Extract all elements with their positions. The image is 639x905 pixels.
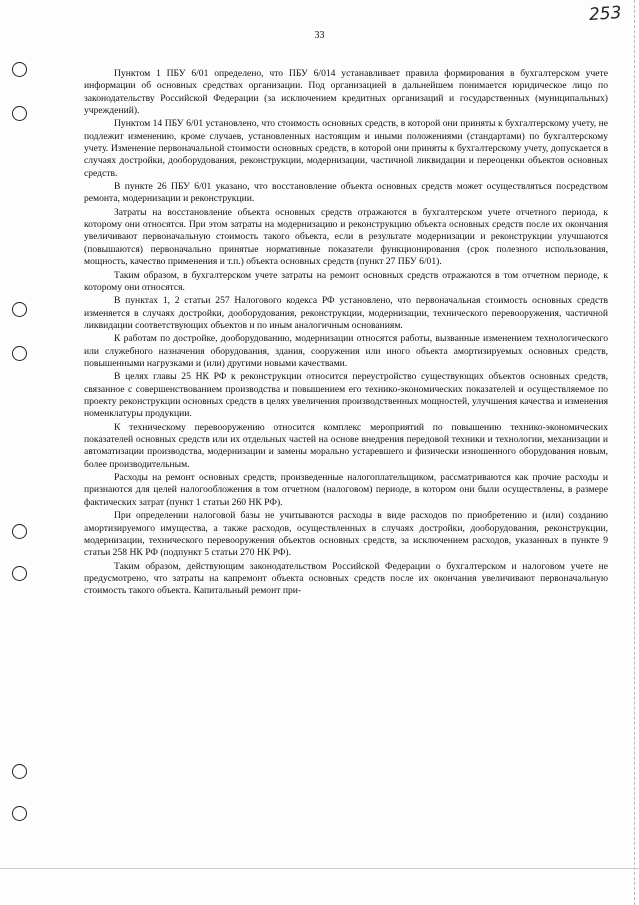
- paragraph: К работам по достройке, дооборудованию, модернизации относятся работы, вызванные изменением технологического или служебного назначения оборудования, здания, сооружения или иного объекта амортизируемых основных средств, повышенными нагрузками и (или) другими новыми качествами.: [84, 333, 608, 369]
- page-bottom-line: [0, 868, 639, 869]
- paragraph: В пункте 26 ПБУ 6/01 указано, что восстановление объекта основных средств может осуществляться посредством ремонта, модернизации и реконструкции.: [84, 181, 608, 205]
- punch-hole-icon: [12, 764, 27, 779]
- handwritten-page-number: 253: [587, 2, 622, 26]
- paragraph: В целях главы 25 НК РФ к реконструкции относится переустройство существующих объектов основных средств, связанное с совершенствованием производства и повышением его технико-экономических показателей и осуществляемое по проекту реконструкции основных средств в целях увеличения производственных мощностей, улучшения качества и изменения номенклатуры продукции.: [84, 371, 608, 420]
- paragraph: К техническому перевооружению относится комплекс мероприятий по повышению технико-экономических показателей основных средств или их отдельных частей на основе внедрения передовой техники и технологии, механизации и автоматизации производства, модернизации и замены морально устаревшего и физически изношенного оборудования новым, более производительным.: [84, 421, 608, 470]
- punch-hole-icon: [12, 62, 27, 77]
- paragraph: В пунктах 1, 2 статьи 257 Налогового кодекса РФ установлено, что первоначальная стоимость основных средств изменяется в случаях достройки, дооборудования, реконструкции, модернизации, технического перевооружения, частичной ликвидации соответствующих объектов и по иным аналогичным основаниям.: [84, 295, 608, 331]
- body-text: [84, 68, 608, 599]
- punch-hole-icon: [12, 106, 27, 121]
- paragraph: Таким образом, действующим законодательством Российской Федерации о бухгалтерском и налоговом учете не предусмотрено, что затраты на капремонт объекта основных средств после их окончания увеличивают первоначальную стоимость такого объекта. Капитальный ремонт при-: [84, 560, 608, 597]
- paragraph: Таким образом, в бухгалтерском учете затраты на ремонт основных средств отражаются в том отчетном периоде, к которому они относятся.: [84, 269, 608, 293]
- punch-hole-icon: [12, 806, 27, 821]
- punch-hole-icon: [12, 566, 27, 581]
- page-number: 33: [314, 30, 325, 41]
- paragraph: Пунктом 14 ПБУ 6/01 установлено, что стоимость основных средств, в которой они приняты к бухгалтерскому учету, не подлежит изменению, кроме случаев, установленных настоящим и иными положениями (стандартами) по бухгалтерскому учету. Изменение первоначальной стоимости основных средств, в которой они приняты к бухгалтерскому учету, допускается в случаях достройки, дооборудования, реконструкции, модернизации, частичной ликвидации и переоценки объектов основных средств.: [84, 118, 608, 179]
- punch-hole-icon: [12, 524, 27, 539]
- paragraph: При определении налоговой базы не учитываются расходы в виде расходов по приобретению и (или) созданию амортизируемого имущества, а также расходов, осуществленных в случаях достройки, дооборудования, реконструкции, модернизации, технического перевооружения объектов основных средств, за исключением расходов, указанных в пункте 9 статьи 258 НК РФ (подпункт 5 статьи 270 НК РФ).: [84, 510, 608, 559]
- paragraph: Пунктом 1 ПБУ 6/01 определено, что ПБУ 6/014 устанавливает правила формирования в бухгалтерском учете информации об основных средствах организации. Под организацией в дальнейшем понимается юридическое лицо по законодательству Российской Федерации (за исключением кредитных организаций и государственных (муниципальных) учреждений).: [84, 68, 608, 116]
- punch-hole-icon: [12, 346, 27, 361]
- punch-hole-icon: [12, 302, 27, 317]
- page-edge-line: [634, 0, 635, 905]
- paragraph: Расходы на ремонт основных средств, произведенные налогоплательщиком, рассматриваются как прочие расходы и признаются для целей налогообложения в том отчетном (налоговом) периоде, в котором они были осуществлены, в размере фактических затрат (пункт 1 статьи 260 НК РФ).: [84, 472, 608, 508]
- paragraph: Затраты на восстановление объекта основных средств отражаются в бухгалтерском учете отчетного периода, к которому они относятся. При этом затраты на модернизацию и реконструкцию объекта основных средств после их окончания увеличивают первоначальную стоимость такого объекта, если в результате модернизации и реконструкции улучшаются (повышаются) первоначально принятые нормативные показатели функционирования (срок полезного использования, мощность, качество применения и т.п.) объекта основных средств (пункт 27 ПБУ 6/01).: [84, 206, 608, 268]
